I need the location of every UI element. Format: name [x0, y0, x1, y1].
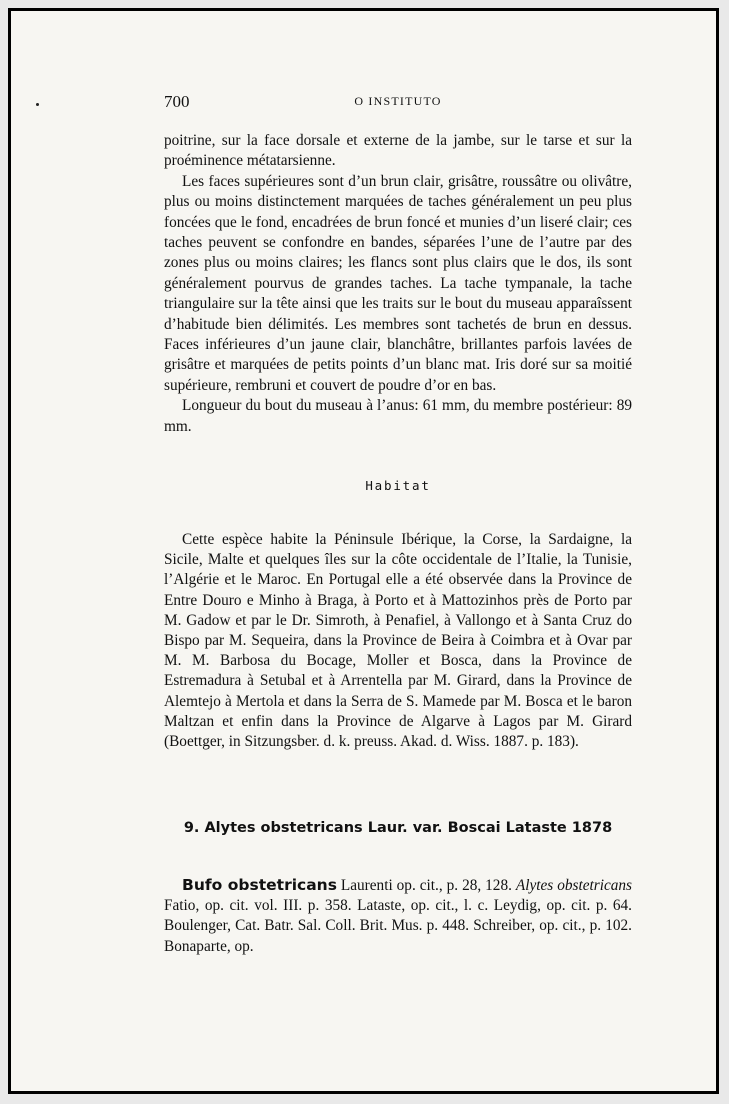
synonym-name: Bufo obstetricans: [182, 876, 337, 894]
synonymy-paragraph: [164, 875, 632, 957]
description-paragraph-3: Longueur du bout du museau à l’anus: 61 mm, du membre postérieur: 89 mm.: [164, 397, 632, 435]
description-paragraph-2: Les faces supérieures sont d’un brun clair, grisâtre, roussâtre ou olivâtre, plus ou moins distinctement marquées de taches généralement un peu plus foncées que le fond, encadrées de brun foncé et munies d’un liseré clair; ces taches peuvent se confondre en bandes, séparées l’une de l’autre par des zones plus ou moins claires; les flancs sont plus clairs que le dos, ils sont généralement pourvus de grandes taches. La tache tympanale, la tache triangulaire sur la tête ainsi que les traits sur le bout du museau apparaîssent d’habitude bien délimités. Les membres sont tachetés de brun en dessus. Faces inférieures d’un jaune clair, blanchâtre, brillantes parfois lavées de grisâtre et marquées de petits points d’un blanc mat. Iris doré sur sa moitié supérieure, rembruni et couvert de poudre d’or en bas.: [164, 172, 632, 394]
page-number: 700: [164, 92, 190, 111]
habitat-paragraph: Cette espèce habite la Péninsule Ibérique, la Corse, la Sardaigne, la Sicile, Malte et quelques îles sur la côte occidentale de l’Italie, la Tunisie, l’Algérie et le Maroc. En Portugal elle a été observée dans la Province de Entre Douro e Minho à Braga, à Porto et à Mattozinhos près de Porto par M. Gadow et par le Dr. Simroth, à Penafiel, à Vallongo et à Santa Cruz do Bispo par M. Sequeira, dans la Province de Beira à Coimbra et à Ovar par M. M. Barbosa du Bocage, Moller et Bosca, dans la Province de Estremadura à Setubal et à Arrentella par M. Girard, dans la Province de Alemtejo à Mertola et dans la Serra de S. Mamede par M. Bosca et le baron Maltzan et enfin dans la Province de Algarve à Lagos par M. Girard (Boettger, in Sitzungsber. d. k. preuss. Akad. d. Wiss. 1887. p. 183).: [164, 531, 632, 751]
running-title: O INSTITUTO: [354, 94, 442, 108]
habitat-section: [164, 530, 632, 752]
synonym-ref-2: Fatio, op. cit. vol. III. p. 358. Lataste, op. cit., l. c. Leydig, op. cit. p. 64. Boulenger, Cat. Batr. Sal. Coll. Brit. Mus. p. 448. Schreiber, op. cit., p. 102. Bonaparte, op.: [164, 897, 632, 955]
description-paragraph-1: poitrine, sur la face dorsale et externe de la jambe, sur le tarse et sur la proéminence métatarsienne.: [164, 132, 632, 170]
synonym-italic-name: Alytes obstetricans: [515, 877, 632, 894]
running-header: [164, 92, 632, 112]
description-section: [164, 131, 632, 437]
synonym-ref-1: Laurenti op. cit., p. 28, 128.: [336, 877, 516, 894]
synonymy-section: [164, 875, 632, 957]
habitat-heading: Habitat: [365, 478, 431, 493]
species-heading: 9. Alytes obstetricans Laur. var. Boscai Lataste 1878: [183, 820, 613, 836]
margin-mark: [36, 103, 39, 106]
